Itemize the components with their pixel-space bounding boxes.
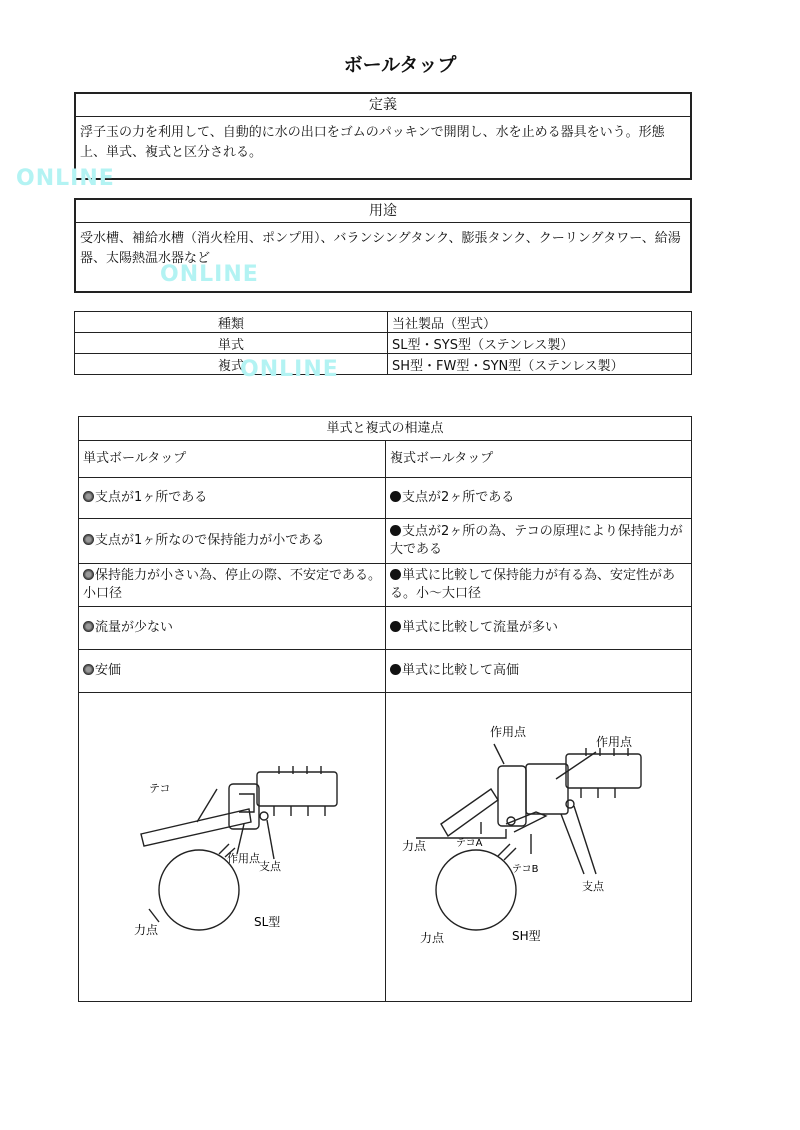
watermark: ONLINE [160,262,259,287]
types-row-type: 単式 [75,333,388,354]
table-row [75,354,692,375]
types-row-product: SH型・FW型・SYN型（ステンレス製） [388,354,692,375]
bullet-icon [83,534,94,545]
definition-text: 浮子玉の力を利用して、自動的に水の出口をゴムのパッキンで開閉し、水を止める器具をいう。形態上、単式、複式と区分される。 [80,125,665,160]
sh-diagram-cell [386,693,692,1002]
types-row-product: SL型・SYS型（ステンレス製） [388,333,692,354]
definition-heading: 定義 [76,94,690,117]
bullet-icon [390,621,401,632]
table-row [79,519,692,564]
sl-label-action: 作用点 [227,852,260,865]
sl-ball-tap-diagram [79,694,384,1000]
comparison-col-single: 単式ボールタップ [79,441,386,478]
sh-ball-tap-diagram [386,694,691,1000]
bullet-icon [83,621,94,632]
single-cell: 支点が1ヶ所である [95,490,208,505]
sl-label-lever: テコ [149,782,171,795]
fulcrum-pointer [561,806,596,874]
table-row [79,478,692,519]
comparison-heading: 単式と複式の相違点 [79,417,692,441]
sl-label-fulcrum: 支点 [259,860,281,873]
comparison-col-double: 複式ボールタップ [386,441,692,478]
sh-label-lever-b: テコB [512,864,539,875]
bullet-icon [390,491,401,502]
valve-body [526,764,568,814]
sh-label-force-1: 力点 [402,839,427,853]
sh-label-action-2: 作用点 [596,735,633,749]
double-cell: 支点が2ヶ所の為、テコの原理により保持能力が大である [390,524,683,557]
table-header-row [75,312,692,333]
double-cell: 単式に比較して高価 [402,663,520,678]
single-cell: 支点が1ヶ所なので保持能力が小である [95,533,325,548]
usage-heading: 用途 [76,200,690,223]
bullet-icon [83,569,94,580]
sh-label-force-2: 力点 [420,931,445,945]
single-cell: 保持能力が小さい為、停止の際、不安定である。小口径 [83,568,382,601]
ball-stem [498,844,516,860]
sh-label-fulcrum: 支点 [582,880,604,893]
double-cell: 支点が2ヶ所である [402,490,515,505]
single-cell: 安価 [95,663,122,678]
usage-text: 受水槽、補給水槽（消火栓用、ポンプ用）、バランシングタンク、膨張タンク、クーリングタワー、給湯器、太陽熱温水器など [80,231,681,266]
table-row [79,564,692,607]
fulcrum-pointer [267,820,274,859]
comparison-table [78,416,692,1002]
float-rod [141,809,251,846]
sl-diagram-cell [79,693,386,1002]
watermark: ONLINE [240,357,339,382]
action-pointer-1 [494,744,504,764]
sh-label-lever-a: テコA [456,838,483,849]
types-table [74,311,692,375]
single-cell: 流量が少ない [95,620,174,635]
bullet-icon [83,664,94,675]
valve-head [257,772,337,806]
valve-head [566,754,641,788]
double-cell: 単式に比較して流量が多い [402,620,559,635]
types-header-type: 種類 [75,312,388,333]
force-pointer-1 [416,829,506,838]
bullet-icon [83,491,94,502]
fulcrum-pin [260,812,268,820]
sl-model-label: SL型 [254,915,281,929]
bullet-icon [390,525,401,536]
fulcrum-pin-1 [566,800,574,808]
types-header-product: 当社製品（型式） [388,312,692,333]
page-title: ボールタップ [343,54,457,76]
table-row [75,333,692,354]
float-rod [441,789,498,836]
bullet-icon [390,664,401,675]
sh-model-label: SH型 [512,929,541,943]
action-pointer-2 [556,752,596,779]
double-cell: 単式に比較して保持能力が有る為、安定性がある。小～大口径 [390,568,676,601]
force-pointer [149,909,159,922]
table-row [79,607,692,650]
sl-label-force: 力点 [134,923,159,937]
definition-box [74,92,692,180]
bullet-icon [390,569,401,580]
types-row-type: 複式 [75,354,388,375]
table-row [79,650,692,693]
float-ball [436,850,516,930]
sh-label-action-1: 作用点 [490,725,527,739]
watermark: ONLINE [16,166,115,191]
